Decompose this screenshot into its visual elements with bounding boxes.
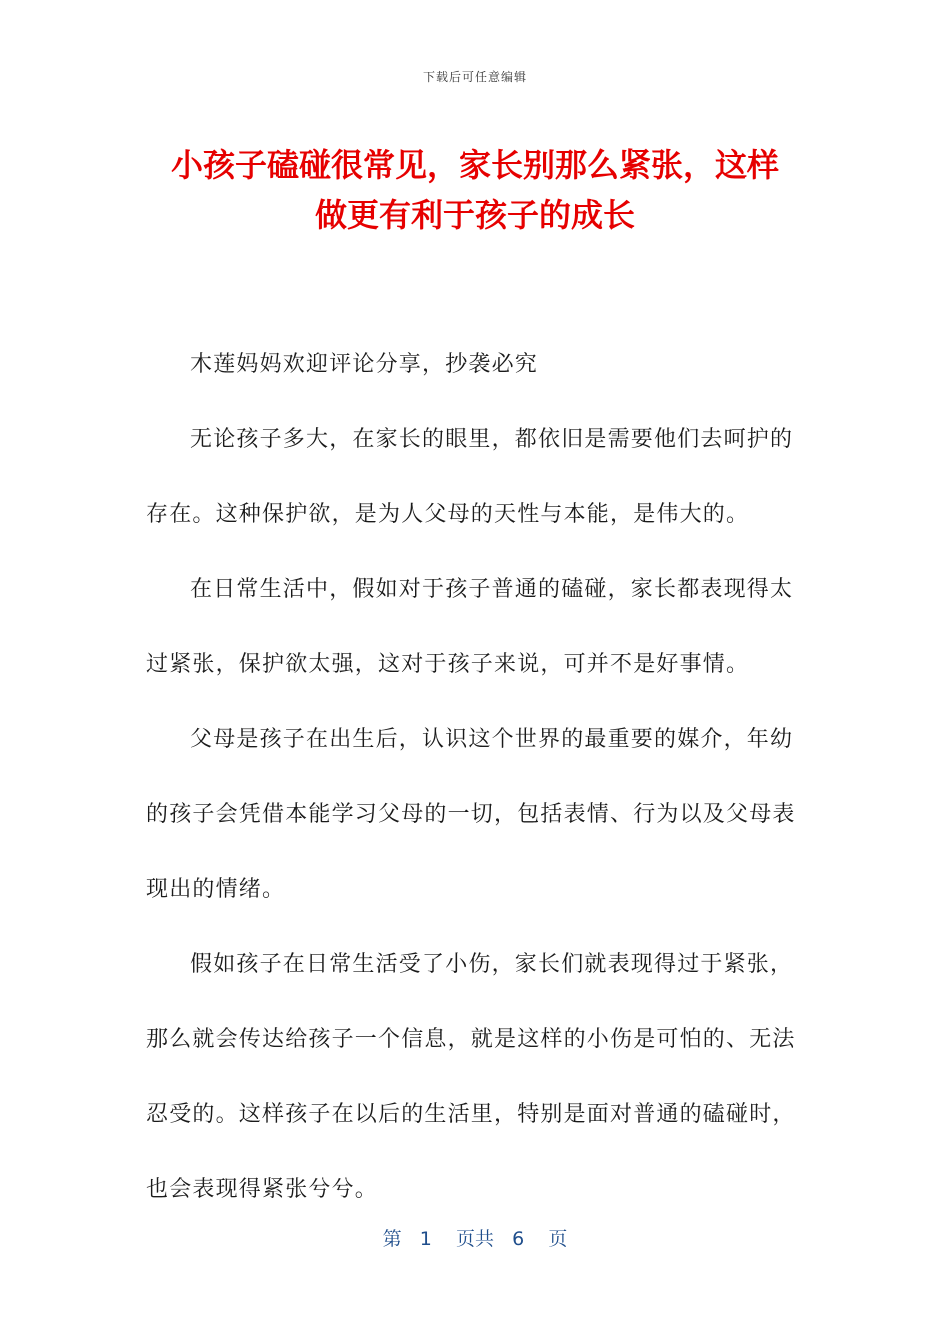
- page-footer: [0, 1224, 950, 1251]
- footer-middle: 页共: [455, 1228, 494, 1250]
- document-title: [120, 140, 830, 240]
- title-line-2: 做更有利于孩子的成长: [314, 196, 635, 234]
- paragraph-4: 假如孩子在日常生活受了小伤，家长们就表现得过于紧张，那么就会传达给孩子一个信息，就是这样的小伤是可怕的、无法忍受的。这样孩子在以后的生活里，特别是面对普通的磕碰时，也会表现得紧张兮兮。: [146, 952, 796, 1202]
- paragraph-1: 无论孩子多大，在家长的眼里，都依旧是需要他们去呵护的存在。这种保护欲，是为人父母的天性与本能，是伟大的。: [146, 427, 794, 527]
- footer-suffix: 页: [548, 1228, 568, 1250]
- footer-total-pages: 6: [512, 1228, 525, 1250]
- paragraph-intro: 木莲妈妈欢迎评论分享，抄袭必究: [190, 352, 539, 377]
- footer-prefix: 第: [382, 1228, 402, 1250]
- header-note: 下载后可任意编辑: [422, 70, 527, 84]
- paragraph-3: 父母是孩子在出生后，认识这个世界的最重要的媒介，年幼的孩子会凭借本能学习父母的一切，包括表情、行为以及父母表现出的情绪。: [146, 727, 796, 902]
- title-line-1: 小孩子磕碰很常见，家长别那么紧张，这样: [170, 146, 779, 184]
- paragraph-2: 在日常生活中，假如对于孩子普通的磕碰，家长都表现得太过紧张，保护欲太强，这对于孩子来说，可并不是好事情。: [146, 577, 794, 677]
- footer-current-page: 1: [419, 1228, 432, 1250]
- document-body: [146, 327, 806, 1227]
